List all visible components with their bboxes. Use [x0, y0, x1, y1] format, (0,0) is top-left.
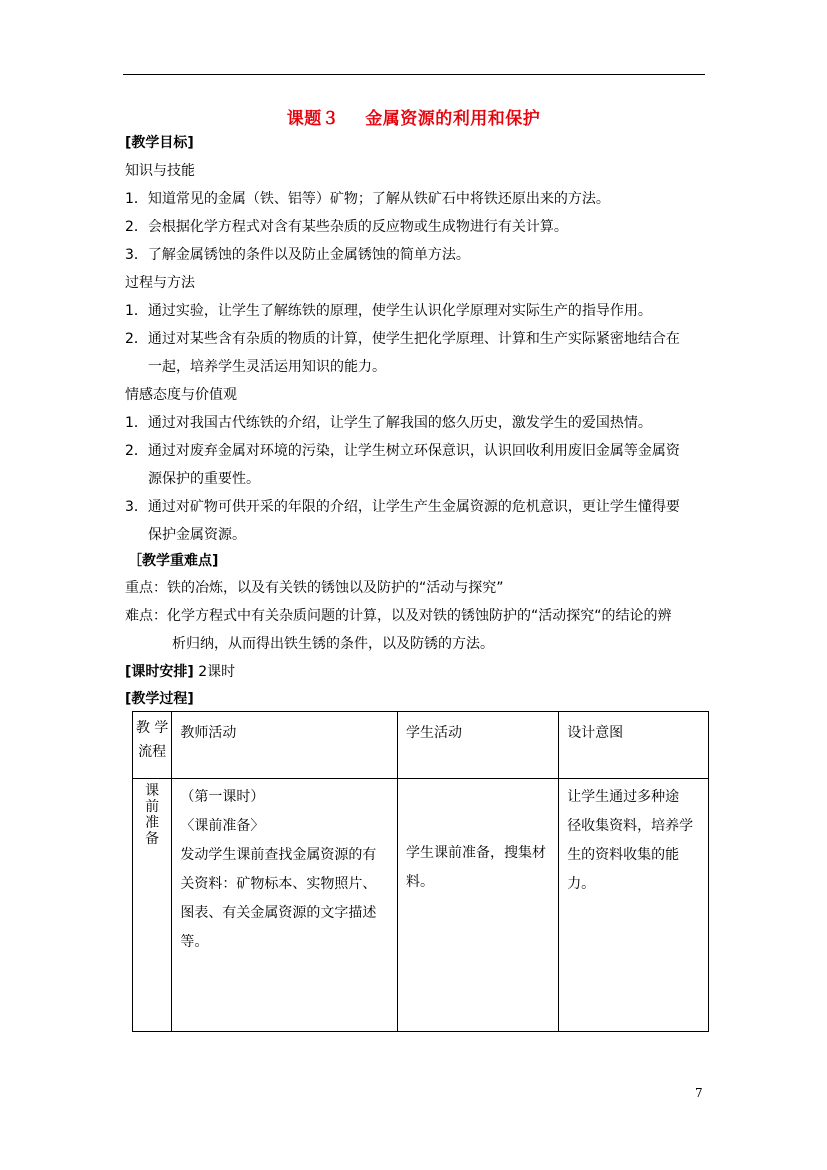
goals-heading: [教学目标] [125, 135, 194, 151]
student-line: 料。 [406, 874, 435, 890]
attitude-item: 1．通过对我国古代练铁的介绍，让学生了解我国的悠久历史，激发学生的爱国热情。 [125, 415, 652, 431]
process-item: 2．通过对某些含有杂质的物质的计算，使学生把化学原理、计算和生产实际紧密地结合在 [125, 331, 680, 347]
teacher-cell [172, 779, 398, 1032]
table-header-row [133, 712, 709, 779]
schedule-heading: [课时安排] [125, 664, 194, 680]
flow-label: 课前准备 [145, 783, 160, 847]
teacher-line: 发动学生课前查找金属资源的有 [180, 847, 377, 863]
student-cell [398, 779, 559, 1032]
attitude-item: 3．通过对矿物可供开采的年限的介绍，让学生产生金属资源的危机意识，更让学生懂得要 [125, 499, 680, 515]
key-heading: ［教学重难点] [128, 553, 219, 569]
design-cell [559, 779, 709, 1032]
flow-cell [133, 779, 172, 1032]
attitude-item-cont: 保护金属资源。 [148, 527, 246, 543]
teacher-line: （第一课时） [180, 789, 265, 805]
key-point: 重点：铁的冶炼，以及有关铁的锈蚀以及防护的“活动与探究” [125, 580, 504, 596]
table-row [133, 779, 709, 1032]
page-title [0, 104, 827, 129]
teacher-line: 关资料：矿物标本、实物照片、 [180, 876, 377, 892]
attitude-item: 2．通过对废弃金属对环境的污染，让学生树立环保意识，认识回收利用废旧金属等金属资 [125, 443, 680, 459]
header-rule [123, 74, 705, 75]
title-text: 金属资源的利用和保护 [365, 109, 541, 129]
knowledge-item: 2．会根据化学方程式对含有某些杂质的反应物或生成物进行有关计算。 [125, 219, 568, 235]
knowledge-item: 1．知道常见的金属（铁、铝等）矿物；了解从铁矿石中将铁还原出来的方法。 [125, 191, 610, 207]
schedule-value: 2课时 [193, 664, 236, 680]
teaching-process-table [132, 711, 709, 1032]
schedule [125, 662, 235, 682]
page-number: 7 [695, 1086, 703, 1100]
difficult-point-cont: 析归纳，从而得出铁生锈的条件，以及防锈的方法。 [172, 636, 494, 652]
knowledge-item: 3．了解金属锈蚀的条件以及防止金属锈蚀的简单方法。 [125, 247, 470, 263]
student-line: 学生课前准备，搜集材 [406, 845, 547, 861]
design-line: 力。 [567, 876, 596, 892]
teacher-line: 图表、有关金属资源的文字描述 [180, 905, 377, 921]
process-heading: 过程与方法 [125, 275, 195, 291]
design-line: 径收集资料，培养学 [567, 818, 694, 834]
header-design: 设计意图 [559, 712, 709, 779]
header-teacher: 教师活动 [172, 712, 398, 779]
header-student: 学生活动 [398, 712, 559, 779]
process-item: 1．通过实验，让学生了解练铁的原理，使学生认识化学原理对实际生产的指导作用。 [125, 303, 652, 319]
difficult-point: 难点：化学方程式中有关杂质问题的计算，以及对铁的锈蚀防护的“活动探究“的结论的辨 [125, 608, 672, 624]
title-number: 课题３ [286, 109, 340, 129]
process-item-cont: 一起，培养学生灵活运用知识的能力。 [148, 359, 386, 375]
teacher-line: 〈课前准备〉 [180, 818, 265, 834]
attitude-heading: 情感态度与价值观 [125, 387, 237, 403]
header-flow [133, 712, 172, 779]
design-line: 生的资料收集的能 [567, 847, 680, 863]
design-line: 让学生通过多种途 [567, 789, 680, 805]
attitude-item-cont: 源保护的重要性。 [148, 471, 260, 487]
process-table-heading: [教学过程] [125, 691, 194, 707]
knowledge-heading: 知识与技能 [125, 163, 195, 179]
teacher-line: 等。 [180, 934, 209, 950]
header-flow-line: 流程 [138, 744, 167, 760]
header-flow-line: 教 学 [135, 720, 169, 736]
